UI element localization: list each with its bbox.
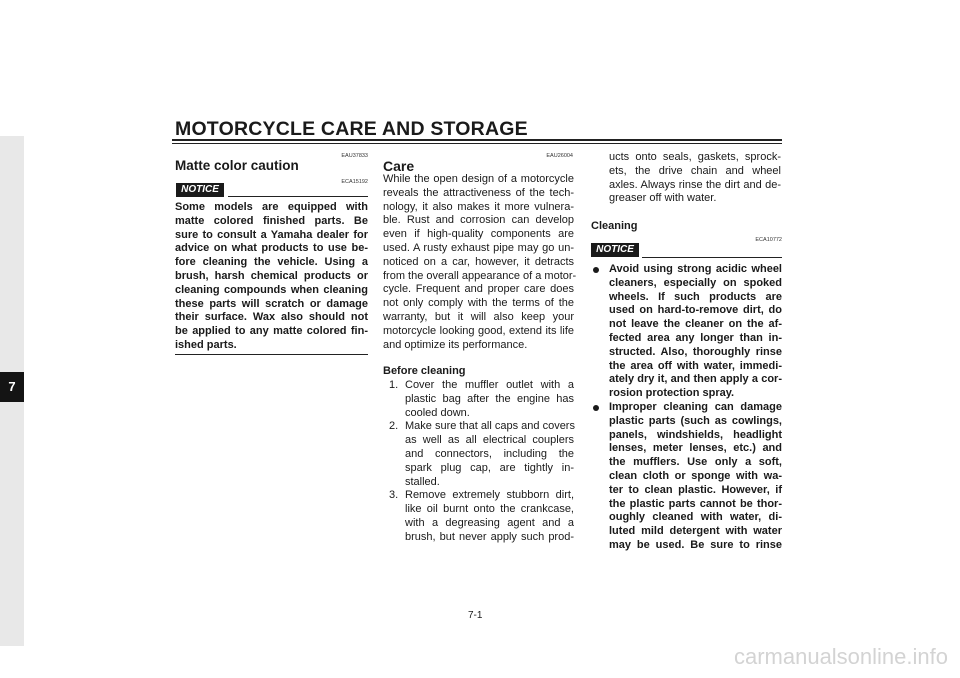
bullet-line [591, 470, 782, 484]
notice-line-text: Some models are equipped with [175, 201, 368, 213]
bullet-line [591, 456, 782, 470]
body-line: not only comply with the terms of the [383, 297, 574, 310]
bullet-text: clean cloth or sponge with wa- [609, 469, 782, 482]
notice-text [175, 201, 368, 353]
step-line [383, 407, 574, 421]
notice-rule [228, 196, 368, 197]
page-number: 7-1 [468, 610, 483, 621]
section-heading-matte: Matte color caution [175, 158, 299, 173]
bullet-text: lenses, meter lenses, etc.) and [609, 442, 782, 455]
bullet-line [591, 401, 782, 415]
bullet-text: panels, windshields, headlight [609, 428, 782, 441]
bullet-line [591, 346, 782, 360]
bullet-line [591, 304, 782, 318]
bullet-line [591, 318, 782, 332]
bullet-text: luted mild detergent with water [609, 525, 782, 538]
step-text: like oil burnt onto the crankcase, [405, 503, 574, 516]
notice-line-text: ished parts. [175, 338, 237, 351]
bullet-text: structed. Also, thoroughly rinse [609, 345, 782, 358]
bullet-text: oughly cleaned with water, di- [609, 511, 782, 524]
bullet-text: not leave the cleaner on the af- [609, 318, 782, 331]
body-line: reveals the attractiveness of the tech- [383, 186, 574, 199]
bullet-text: used on hard-to-remove dirt, do [609, 304, 782, 317]
body-line: ble. Rust and corrosion can develop [383, 214, 574, 227]
body-line: used. A rusty exhaust pipe may go un- [383, 241, 574, 254]
step-text: Cover the muffler outlet with a [405, 379, 574, 391]
notice-code: ECA10772 [755, 237, 782, 243]
bullet-line [591, 484, 782, 498]
step-text: with a degreasing agent and a [405, 516, 574, 529]
step-text: as well as all electrical couplers [405, 434, 574, 447]
notice-code: ECA15192 [341, 179, 368, 185]
bullet-text: Avoid using strong acidic wheel [609, 263, 782, 275]
body-line: and optimize its performance. [383, 338, 528, 351]
body-line: While the open design of a motorcycle [383, 173, 574, 185]
bullet-line [591, 429, 782, 443]
bullet-text: Improper cleaning can damage [609, 400, 782, 413]
step-text: spark plug cap, are tightly in- [405, 461, 574, 474]
bullet-text: plastic parts (such as cowlings, [609, 414, 782, 427]
watermark-logo: carmanualsonline.info [733, 644, 948, 669]
notice-line-text: advice on what products to use be- [175, 242, 368, 255]
bullet-line [591, 263, 782, 277]
notice-line-text: be applied to any matte colored fin- [175, 325, 368, 338]
notice-line-text: these parts will scratch or damage [175, 297, 368, 310]
step-text: Remove extremely stubborn dirt, [405, 489, 574, 502]
step-line [383, 517, 574, 531]
care-body-text [383, 173, 577, 352]
step-line [383, 489, 574, 503]
bullet-text: fected area any longer than in- [609, 331, 782, 344]
step-number: 3. [389, 489, 399, 502]
page-title: MOTORCYCLE CARE AND STORAGE [175, 118, 528, 140]
notice-line-text: brush, harsh chemical products or [175, 269, 368, 282]
before-cleaning-heading: Before cleaning [383, 365, 466, 377]
body-line: cycle. Frequent and proper care does [383, 283, 574, 296]
body-line: nology, it also makes it more vulnera- [383, 200, 574, 213]
section-heading-care: Care [383, 158, 415, 174]
step-line [383, 531, 574, 545]
body-line: even if high-quality components are [383, 228, 574, 241]
bullet-text: ately dry it, and then apply a cor- [609, 373, 782, 386]
bullet-line [591, 277, 782, 291]
bullet-line [591, 525, 782, 539]
notice-badge: NOTICE [176, 183, 224, 197]
bullet-line [591, 360, 782, 374]
step-line [383, 462, 574, 476]
step-text: brush, but never apply such prod- [405, 530, 574, 543]
bullet-dot-icon [593, 405, 599, 411]
notice-line-text: matte colored finished parts. Be [175, 214, 368, 227]
bullet-line [591, 498, 782, 512]
bullet-line [591, 387, 782, 401]
bullet-text: wheels. If such products are [609, 290, 782, 303]
body-line: warranty, but it will also keep your [383, 310, 574, 323]
bullet-text: rosion protection spray. [609, 387, 735, 400]
continued-line: ucts onto seals, gaskets, sprock- [609, 151, 781, 163]
bullet-text: ter to clean plastic. However, if [609, 483, 782, 496]
bullet-text: the mufflers. Use only a soft, [609, 456, 782, 469]
notice-line-text: sure to consult a Yamaha dealer for [175, 228, 368, 241]
step-line [383, 420, 574, 434]
notice-rule [642, 257, 782, 258]
notice-end-rule [175, 354, 368, 355]
care-continued-text [609, 151, 781, 206]
notice-line-text: cleaning compounds when cleaning [175, 283, 368, 296]
continued-line: greaser off with water. [609, 192, 717, 205]
body-line: noticed on a car, however, it detracts [383, 255, 574, 268]
header-rule [172, 139, 782, 141]
step-line [383, 393, 574, 407]
bullet-line [591, 373, 782, 387]
step-text: plastic bag after the engine has [405, 392, 574, 405]
step-number: 1. [389, 379, 399, 391]
chapter-number: 7 [8, 379, 16, 394]
body-line: motorcycle looking good, extend its life [383, 324, 574, 337]
cleaning-heading: Cleaning [591, 220, 638, 232]
step-line [383, 434, 574, 448]
section-code: EAU26004 [546, 153, 573, 159]
notice-line-text: fore cleaning the vehicle. Using a [175, 256, 368, 269]
step-text: cooled down. [405, 406, 470, 419]
step-line [383, 503, 574, 517]
step-text: and connectors, including the [405, 447, 574, 460]
step-line [383, 476, 574, 490]
header-rule-thin [172, 143, 782, 144]
body-line: from the overall appearance of a motor- [383, 269, 577, 282]
bullet-line [591, 442, 782, 456]
before-cleaning-steps [383, 379, 574, 545]
bullet-line [591, 539, 782, 553]
section-code: EAU37833 [341, 153, 368, 159]
bullet-text: cleaners, especially on spoked [609, 276, 782, 289]
step-text: stalled. [405, 475, 440, 488]
continued-line: axles. Always rinse the dirt and de- [609, 178, 781, 191]
step-line [383, 379, 574, 393]
bullet-text: the plastic parts cannot be thor- [609, 497, 782, 510]
cleaning-notice-bullets [591, 263, 782, 553]
bullet-text: may be used. Be sure to rinse [609, 538, 782, 551]
bullet-text: the area off with water, immedi- [609, 359, 782, 372]
step-number: 2. [389, 420, 399, 433]
step-text: Make sure that all caps and covers [405, 420, 575, 433]
bullet-line [591, 511, 782, 525]
step-line [383, 448, 574, 462]
bullet-dot-icon [593, 267, 599, 273]
continued-line: ets, the drive chain and wheel [609, 164, 781, 177]
notice-badge: NOTICE [591, 243, 639, 257]
bullet-line [591, 332, 782, 346]
bullet-line [591, 291, 782, 305]
notice-line-text: their surface. Wax also should not [175, 311, 368, 324]
bullet-line [591, 415, 782, 429]
